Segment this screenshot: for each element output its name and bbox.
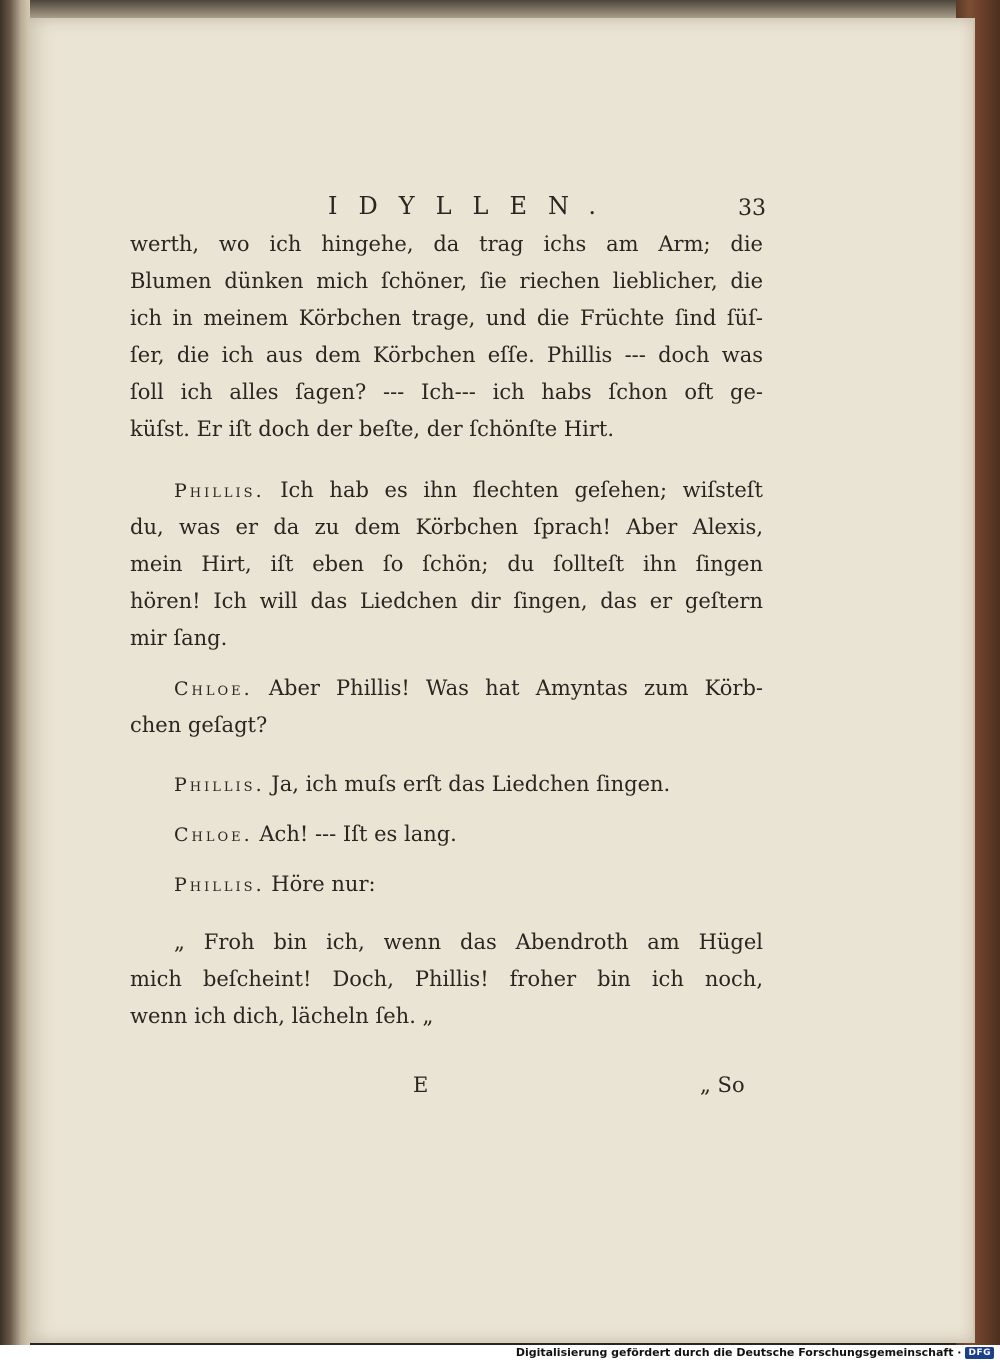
text-line: ich in meinem Körbchen trage, und die Früchte ſind ſüſ-: [130, 306, 763, 330]
catchword: „ So: [700, 1073, 745, 1097]
text-line: [130, 670, 763, 707]
running-title: IDYLLEN.: [328, 192, 618, 220]
text-line: ſer, die ich aus dem Körbchen eſſe. Phillis --- doch was: [130, 343, 763, 367]
speech-text: Höre nur:: [271, 872, 376, 896]
text-line: küſst. Er iſt doch der beſte, der ſchönſte Hirt.: [130, 417, 615, 441]
speaker-name: Chloe.: [174, 824, 253, 846]
speaker-name: Phillis.: [174, 480, 265, 502]
speech-text: Ich hab es ihn flechten geſehen; wiſsteſt: [280, 478, 763, 502]
text-line: „ Froh bin ich, wenn das Abendroth am Hügel: [174, 930, 763, 954]
paragraph-4: [130, 766, 763, 803]
text-line: [130, 866, 763, 903]
paragraph-2: [130, 472, 763, 657]
speaker-name: Phillis.: [174, 874, 265, 896]
speech-text: Ach! --- Iſt es lang.: [259, 822, 457, 846]
paragraph-7-song: [130, 924, 763, 1035]
paragraph-6: [130, 866, 763, 903]
text-line: wenn ich dich, lächeln ſeh. „: [130, 1004, 434, 1028]
digitization-credit: [516, 1346, 994, 1359]
dfg-logo-icon: DFG: [965, 1347, 994, 1359]
speech-text: Ja, ich muſs erſt das Liedchen ſingen.: [271, 772, 671, 796]
page-number: 33: [738, 196, 766, 221]
text-line: mich beſcheint! Doch, Phillis! froher bin ich noch,: [130, 967, 763, 991]
binding-edge: [0, 0, 30, 1345]
text-line: mir ſang.: [130, 626, 228, 650]
text-line: [130, 766, 763, 803]
text-line: werth, wo ich hingehe, da trag ichs am Arm; die: [130, 232, 763, 256]
paragraph-3: [130, 670, 763, 744]
text-line: mein Hirt, iſt eben ſo ſchön; du ſollteſt ihn ſingen: [130, 552, 763, 576]
signature-mark: E: [413, 1073, 429, 1097]
paragraph-1: [130, 226, 763, 448]
text-line: chen geſagt?: [130, 713, 268, 737]
text-line: Blumen dünken mich ſchöner, ſie riechen lieblicher, die: [130, 269, 763, 293]
credit-text: Digitalisierung gefördert durch die Deutsche Forschungsgemeinschaft ·: [515, 1346, 962, 1359]
text-line: ſoll ich alles ſagen? --- Ich--- ich habs ſchon oft ge-: [130, 380, 763, 404]
text-line: [130, 472, 763, 509]
text-line: du, was er da zu dem Körbchen ſprach! Aber Alexis,: [130, 515, 763, 539]
text-line: hören! Ich will das Liedchen dir ſingen, das er geſtern: [130, 589, 763, 613]
speaker-name: Phillis.: [174, 774, 265, 796]
text-line: [130, 816, 763, 853]
paragraph-5: [130, 816, 763, 853]
speaker-name: Chloe.: [174, 678, 253, 700]
speech-text: Aber Phillis! Was hat Amyntas zum Körb-: [268, 676, 764, 700]
